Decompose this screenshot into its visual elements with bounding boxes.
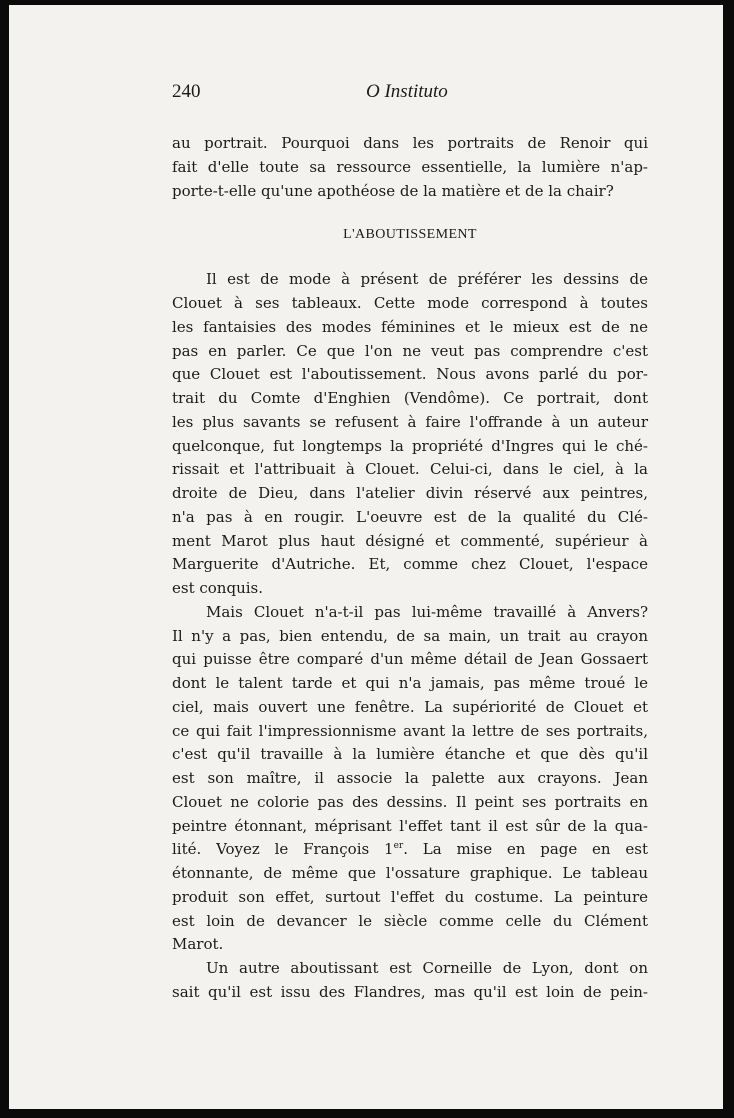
text-line: ce qui fait l'impressionnisme avant la lettre de ses portraits, [172, 721, 648, 740]
page-number: 240 [172, 81, 201, 102]
text-line: dont le talent tarde et qui n'a jamais, pas même troué le [172, 674, 648, 692]
section-title: L'ABOUTISSEMENT [343, 227, 477, 243]
text-line: fait d'elle toute sa ressource essentielle, la lumière n'ap- [172, 157, 648, 176]
text-line: est loin de devancer le siècle comme celle du Clément [172, 911, 648, 930]
text-line: au portrait. Pourquoi dans les portraits de Renoir qui [172, 134, 648, 152]
text-line: droite de Dieu, dans l'atelier divin réservé aux peintres, [172, 484, 648, 502]
text-line: est conquis. [172, 579, 263, 597]
francois-superscript: er [393, 841, 404, 852]
text-line: les fantaisies des modes féminines et le mieux est de ne [172, 317, 648, 336]
text-line: Un autre aboutissant est Corneille de Lyon, dont on [206, 959, 648, 977]
text-line: Il n'y a pas, bien entendu, de sa main, un trait au crayon [172, 626, 648, 645]
text-line: n'a pas à en rougir. L'oeuvre est de la qualité du Clé- [172, 507, 648, 526]
text-line: les plus savants se refusent à faire l'offrande à un auteur [172, 412, 648, 431]
text-line: Il est de mode à présent de préférer les dessins de [206, 270, 648, 289]
journal-title: O Instituto [366, 81, 448, 102]
paragraph-3 [172, 957, 648, 1005]
intro-paragraph [172, 132, 648, 203]
francois-after: . La mise en page en est [403, 840, 649, 859]
text-line: qui puisse être comparé d'un même détail de Jean Gossaert [172, 650, 648, 669]
text-line: produit son effet, surtout l'effet du costume. La peinture [172, 887, 648, 906]
text-line: trait du Comte d'Enghien (Vendôme). Ce portrait, dont [172, 389, 648, 407]
text-line: est son maître, il associe la palette aux crayons. Jean [172, 769, 648, 787]
body-text [172, 132, 648, 1005]
text-line: Clouet à ses tableaux. Cette mode correspond à toutes [172, 294, 648, 312]
text-line: ment Marot plus haut désigné et commenté, supérieur à [172, 531, 648, 550]
text-line: porte-t-elle qu'une apothéose de la matière et de la chair? [172, 181, 614, 200]
text-line: c'est qu'il travaille à la lumière étanche et que dès qu'il [172, 745, 648, 764]
text-line: rissait et l'attribuait à Clouet. Celui-ci, dans le ciel, à la [172, 460, 648, 479]
text-line: quelconque, fut longtemps la propriété d'Ingres qui le ché- [172, 436, 648, 455]
text-line: Clouet ne colorie pas des dessins. Il peint ses portraits en [172, 792, 648, 811]
text-line: peintre étonnant, méprisant l'effet tant il est sûr de la qua- [172, 816, 648, 835]
text-line: Marot. [172, 935, 224, 954]
text-line: étonnante, de même que l'ossature graphique. Le tableau [172, 864, 648, 882]
scanned-page [9, 5, 723, 1109]
paragraph-2 [172, 601, 648, 957]
running-head [172, 81, 648, 107]
paragraph-1 [172, 268, 648, 601]
text-line: ciel, mais ouvert une fenêtre. La supériorité de Clouet et [172, 697, 648, 716]
text-line: pas en parler. Ce que l'on ne veut pas comprendre c'est [172, 341, 648, 360]
text-line: sait qu'il est issu des Flandres, mas qu'il est loin de pein- [172, 982, 648, 1001]
text-line: que Clouet est l'aboutissement. Nous avons parlé du por- [172, 365, 648, 384]
text-line-francois [172, 838, 648, 862]
text-line: Marguerite d'Autriche. Et, comme chez Clouet, l'espace [172, 555, 648, 574]
text-line: Mais Clouet n'a-t-il pas lui-même travaillé à Anvers? [206, 602, 648, 621]
francois-before: lité. Voyez le François 1 [172, 840, 394, 859]
